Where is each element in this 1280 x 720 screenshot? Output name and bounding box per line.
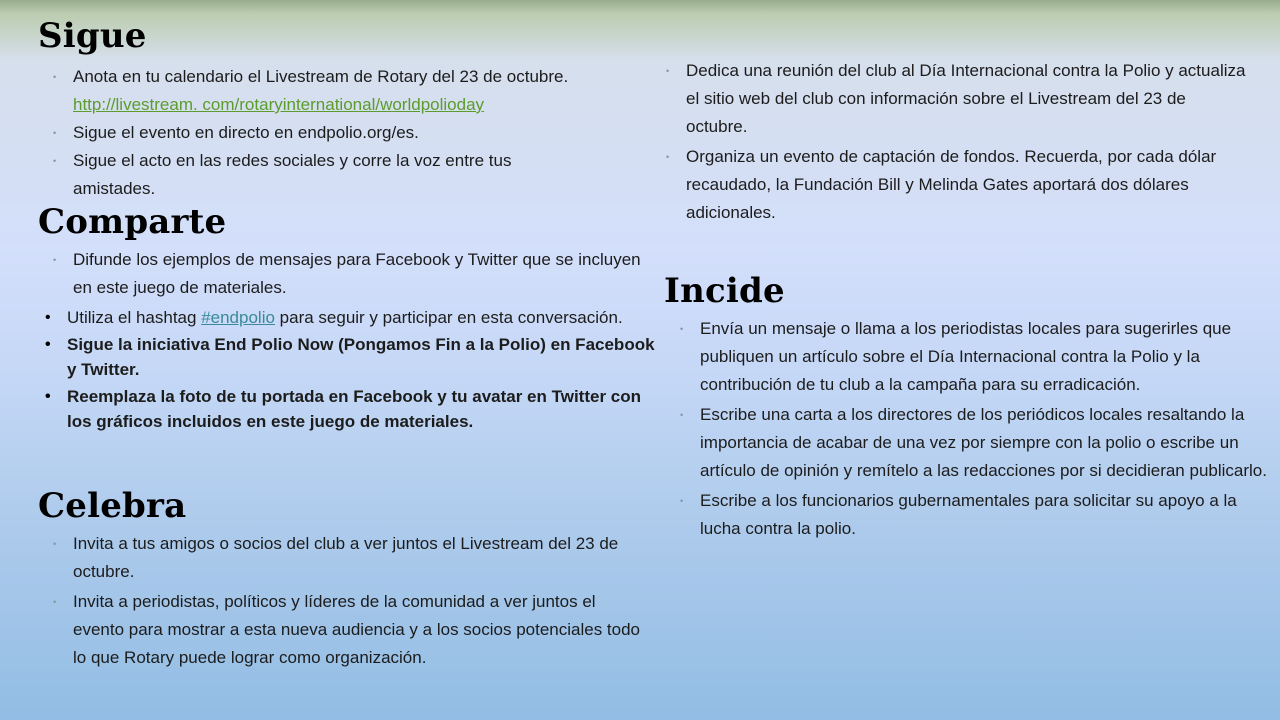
bullet-icon: • xyxy=(53,156,57,166)
list-item xyxy=(666,57,1246,141)
bullet-icon: • xyxy=(45,388,51,405)
right-top-list xyxy=(666,57,1246,227)
list-item-text: Escribe a los funcionarios gubernamentales para solicitar su apoyo a la lucha contra la polio. xyxy=(700,491,1237,538)
list-item xyxy=(666,143,1246,227)
list-item-text: Sigue el evento en directo en endpolio.org/es. xyxy=(73,123,419,142)
list-item xyxy=(53,119,653,147)
celebra-list xyxy=(53,530,651,672)
section-title-incide: Incide xyxy=(664,271,785,311)
list-item-text: Utiliza el hashtag xyxy=(67,308,202,327)
section-title-sigue: Sigue xyxy=(38,16,147,56)
bullet-icon: • xyxy=(680,496,684,506)
list-item-text: Invita a periodistas, políticos y líderes de la comunidad a ver juntos el evento para mostrar a esta nueva audiencia y a los socios potenciales todo lo que Rotary puede lograr como organización. xyxy=(73,592,641,667)
list-item xyxy=(53,147,583,203)
bullet-icon: • xyxy=(53,539,57,549)
section-title-comparte: Comparte xyxy=(38,202,227,242)
list-item-text: Invita a tus amigos o socios del club a ver juntos el Livestream del 23 de octubre. xyxy=(73,534,619,581)
list-item-text: para seguir y participar en esta conversación. xyxy=(274,308,623,327)
sigue-list xyxy=(53,63,653,203)
list-item xyxy=(680,401,1278,485)
list-item xyxy=(53,588,651,672)
bullet-icon: • xyxy=(53,255,57,265)
list-item xyxy=(53,63,653,119)
list-item xyxy=(45,332,657,382)
section-title-celebra: Celebra xyxy=(38,486,187,526)
comparte-list-b xyxy=(45,305,657,434)
incide-list xyxy=(680,315,1278,543)
bullet-icon: • xyxy=(680,410,684,420)
bullet-icon: • xyxy=(666,152,670,162)
livestream-link[interactable]: http://livestream. com/rotaryinternational/worldpolioday xyxy=(73,95,485,114)
bullet-icon: • xyxy=(680,324,684,334)
list-item-text: Dedica una reunión del club al Día Internacional contra la Polio y actualiza el sitio web del club con información sobre el Livestream del 23 de octubre. xyxy=(686,61,1246,136)
bullet-icon: • xyxy=(45,336,51,353)
list-item-text: Organiza un evento de captación de fondos. Recuerda, por cada dólar recaudado, la Fundación Bill y Melinda Gates aportará dos dólares adicionales. xyxy=(686,147,1217,222)
list-item-text: Envía un mensaje o llama a los periodistas locales para sugerirles que publiquen un artículo sobre el Día Internacional contra la Polio y la contribución de tu club a la campaña para su erradicación. xyxy=(700,319,1232,394)
list-item xyxy=(45,305,657,330)
list-item-text: Anota en tu calendario el Livestream de Rotary del 23 de octubre. xyxy=(73,67,569,86)
list-item-text: Sigue el acto en las redes sociales y corre la voz entre tus amistades. xyxy=(73,151,512,198)
list-item-text: Difunde los ejemplos de mensajes para Facebook y Twitter que se incluyen en este juego de materiales. xyxy=(73,250,641,297)
list-item xyxy=(53,246,648,302)
list-item xyxy=(680,315,1278,399)
bullet-icon: • xyxy=(53,72,57,82)
list-item xyxy=(680,487,1278,543)
bullet-icon: • xyxy=(53,597,57,607)
bullet-icon: • xyxy=(666,66,670,76)
list-item-text: Reemplaza la foto de tu portada en Facebook y tu avatar en Twitter con los gráficos incluidos en este juego de materiales. xyxy=(67,387,642,431)
list-item xyxy=(45,384,652,434)
list-item-text: Escribe una carta a los directores de los periódicos locales resaltando la importancia de acabar de una vez por siempre con la polio o escribe un artículo de opinión y remítelo a las redacciones por si decidieran publicarlo. xyxy=(700,405,1267,480)
bullet-icon: • xyxy=(45,309,51,326)
bullet-icon: • xyxy=(53,128,57,138)
comparte-list-a xyxy=(53,246,648,302)
list-item-text: Sigue la iniciativa End Polio Now (Pongamos Fin a la Polio) en Facebook y Twitter. xyxy=(67,335,655,379)
hashtag-link[interactable]: #endpolio xyxy=(201,308,275,327)
list-item xyxy=(53,530,651,586)
